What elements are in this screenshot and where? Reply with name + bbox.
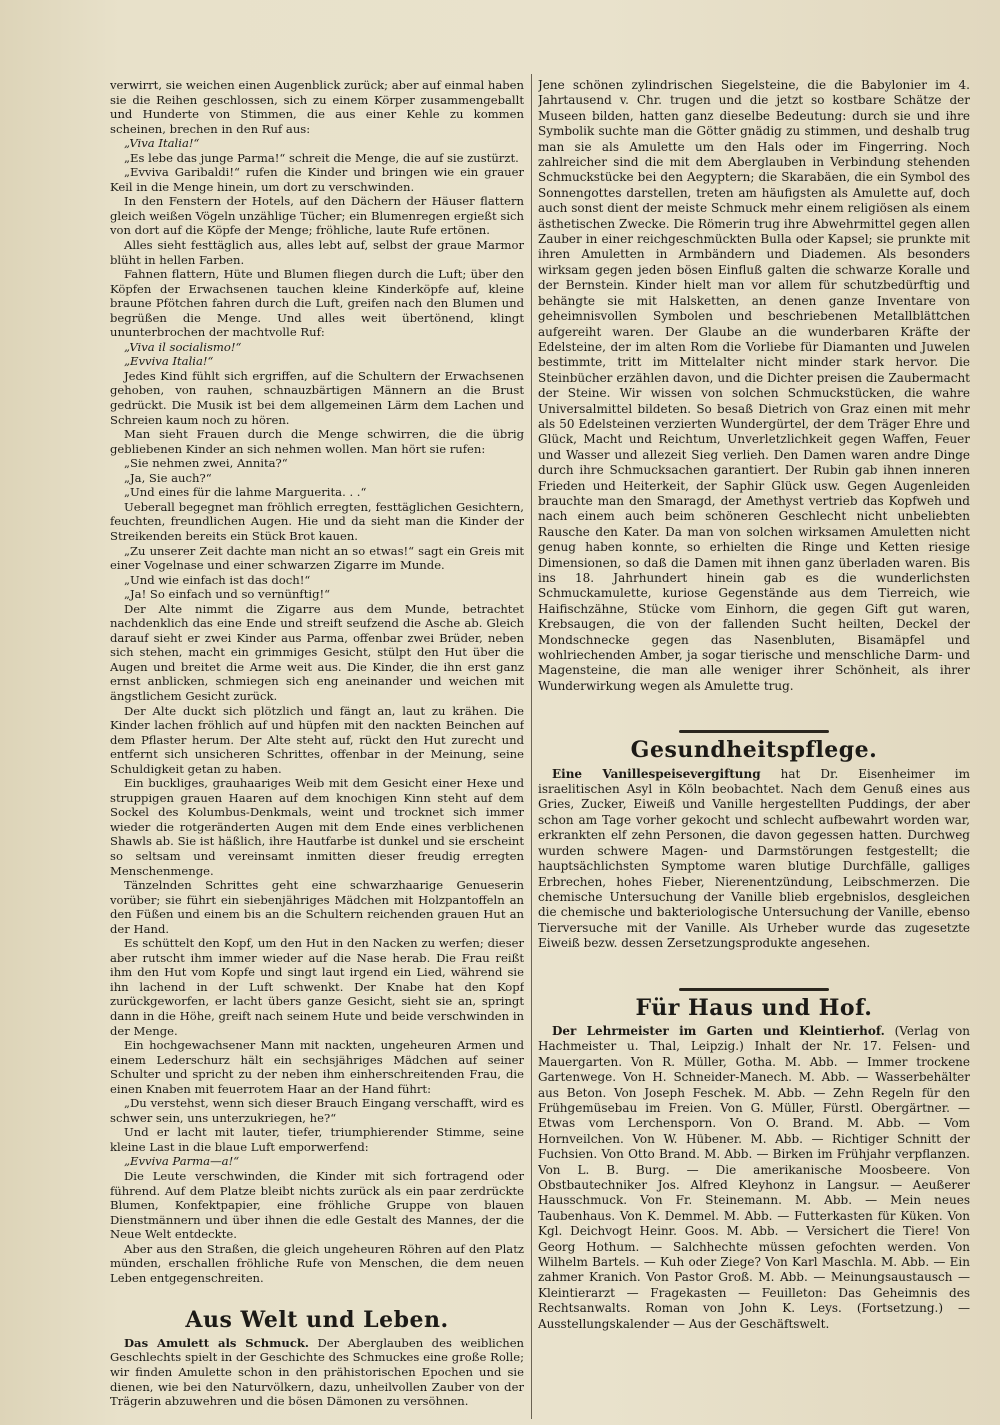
right-column xyxy=(538,78,970,1415)
paragraph: Und er lacht mit lauter, tiefer, triumphierender Stimme, seine kleine Last in die blaue Luft emporwerfend: xyxy=(110,1125,524,1154)
paragraph: Der Alte duckt sich plötzlich und fängt an, laut zu krähen. Die Kinder lachen fröhlich auf und hüpfen mit den nackten Beinchen auf dem Pflaster herum. Der Alte steht auf, rückt den Hut zurecht und entfernt sich unsicheren Schrittes, offenbar in der Meinung, seine Schuldigkeit getan zu haben. xyxy=(110,703,524,776)
paragraph: Ein buckliges, grauhaariges Weib mit dem Gesicht einer Hexe und struppigen grauen Haaren auf dem knochigen Kinn steht auf dem Sockel des Kolumbus-Denkmals, weint und trocknet sich immer wieder die rotgeränderten Augen mit dem Ende eines verblichenen Shawls ab. Sie ist häßlich, ihre Hautfarbe ist dunkel und sie erscheint so seltsam und vereinsamt inmitten dieser freudig erregten Menschenmenge. xyxy=(110,776,524,878)
paragraph: In den Fenstern der Hotels, auf den Dächern der Häuser flattern gleich weißen Vögeln unzählige Tücher; ein Blumenregen ergießt sich von dort auf die Köpfe der Menge; fröhliche, laute Rufe ertönen. xyxy=(110,194,524,238)
amulet-lead: Das Amulett als Schmuck. xyxy=(124,1335,309,1350)
paragraph: Alles sieht festtäglich aus, alles lebt auf, selbst der graue Marmor blüht in hellen Farben. xyxy=(110,238,524,267)
paragraph: Man sieht Frauen durch die Menge schwirren, die die übrig gebliebenen Kinder an sich nehmen wollen. Man hört sie rufen: xyxy=(110,427,524,456)
house-text: (Verlag von Hachmeister u. Thal, Leipzig.) Inhalt der Nr. 17. Felsen- und Mauergarten. Von R. Müller, Gotha. M. Abb. — Immer trockene Gartenwege. Von H. Schneider-Manech. M. Abb. — Wasserbehälter aus Beton. Von Joseph Feschek. M. Abb. — Zehn Regeln für den Frühgemüsebau im Freien. Von G. Müller, Fürstl. Obergärtner. — Etwas vom Lerchensporn. Von O. Brand. M. Abb. — Vom Hornveilchen. Von W. Hübener. M. Abb. — Richtiger Schnitt der Fuchsien. Von Otto Brand. M. Abb. — Birken im Frühjahr verpflanzen. Von L. B. Burg. — Die amerikanische Moosbeere. Von Obstbautechniker Jos. Alfred Kleyhonz in Langsur. — Aeußerer Hausschmuck. Von Fr. Steinemann. M. Abb. — Mein neues Taubenhaus. Von K. Demmel. M. Abb. — Futterkasten für Küken. Von Kgl. Deichvogt Heinr. Goos. M. Abb. — Versichert die Tiere! Von Georg Hothum. — Salchhechte müssen gefochten werden. Von Wilhelm Bartels. — Kuh oder Ziege? Von Karl Maschla. M. Abb. — Ein zahmer Kranich. Von Pastor Groß. M. Abb. — Meinungsaustausch — Kleintierarzt — Fragekasten — Feuilleton: Das Geheimnis des Rechtsanwalts. Roman von John K. Leys. (Fortsetzung.) — Ausstellungskalender — Aus der Geschäftswelt. xyxy=(538,1023,970,1331)
paragraph: „Ja! So einfach und so vernünftig!“ xyxy=(124,587,331,602)
paragraph: Ueberall begegnet man fröhlich erregten, festtäglichen Gesichtern, feuchten, freundlichen Augen. Hie und da sieht man die Kinder der Streikenden bereits ein Stück Brot kauen. xyxy=(110,499,524,543)
section-heading-haus-und-hof: Für Haus und Hof. xyxy=(635,994,873,1021)
paragraph: Der Alte nimmt die Zigarre aus dem Munde, betrachtet nachdenklich das eine Ende und streift seufzend die Asche ab. Gleich darauf sieht er zwei Kinder aus Parma, offenbar zwei Brüder, neben sich stehen, macht ein grimmiges Gesicht, stülpt den Hut über die Augen und breitet die Arme weit aus. Die Kinder, die ihn erst ganz ernst anblicken, schmiegen sich eng aneinander und weichen mit ängstlichem Gesicht zurück. xyxy=(110,601,524,703)
paragraph: „Evviva Garibaldi!“ rufen die Kinder und bringen wie ein grauer Keil in die Menge hinein, um dort zu verschwinden. xyxy=(110,165,524,194)
paragraph: „Sie nehmen zwei, Annita?“ xyxy=(124,456,288,471)
house-paragraph xyxy=(538,1024,970,1332)
paragraph: „Evviva Parma—a!“ xyxy=(124,1154,240,1169)
paragraph: Tänzelnden Schrittes geht eine schwarzhaarige Genueserin vorüber; sie führt ein siebenjähriges Mädchen mit Holzpantoffeln an den Füßen und einem bis an die Schultern reichenden grauen Hut an der Hand. xyxy=(110,878,524,936)
house-lead: Der Lehrmeister im Garten und Kleintierhof. xyxy=(552,1023,885,1038)
paragraph: Jedes Kind fühlt sich ergriffen, auf die Schultern der Erwachsenen gehoben, von rauhen, schnauzbärtigen Männern an die Brust gedrückt. Die Musik ist bei dem allgemeinen Lärm dem Lachen und Schreien kaum noch zu hören. xyxy=(110,368,524,427)
section-heading-aus-welt: Aus Welt und Leben. xyxy=(185,1307,449,1334)
paragraph: „Evviva Italia!“ xyxy=(124,354,214,369)
health-text: hat Dr. Eisenheimer im israelitischen Asyl in Köln beobachtet. Nach dem Genuß eines aus Gries, Zucker, Eiweiß und Vanille hergestellten Puddings, der aber schon am Tage vorher gekocht und schlecht aufbewahrt worden war, erkrankten elf zehn Personen, die davon gegessen hatten. Durchweg wurden schwere Magen- und Darmstörungen festgestellt; die hauptsächlichsten Symptome waren blutige Durchfälle, galliges Erbrechen, hohes Fieber, Nierenentzündung, Leibschmerzen. Die chemische Untersuchung der Vanille blieb ergebnislos, desgleichen die chemische und bakteriologische Untersuchung der Vanille, ebenso Tierversuche mit der Vanille. Als Urheber wurde das zugesetzte Eiweiß bezw. dessen Zersetzungsprodukte angesehen. xyxy=(538,766,970,951)
paragraph: Fahnen flattern, Hüte und Blumen fliegen durch die Luft; über den Köpfen der Erwachsenen tauchen kleine Kinderköpfe auf, kleine braune Pfötchen fahren durch die Luft, greifen nach den Blumen und begrüßen die Menge. Und alles weit übertönend, klingt ununterbrochen der machtvolle Ruf: xyxy=(110,267,524,340)
left-column xyxy=(110,78,524,1415)
amulet-continuation: Jene schönen zylindrischen Siegelsteine, die die Babylonier im 4. Jahrtausend v. Chr. trugen und die jetzt so kostbare Schätze der Museen bilden, hatten ganz dieselbe Bedeutung: durch sie und ihre Symbolik suchte man die Götter gnädig zu stimmen, und deshalb trug man sie als Amulette um den Hals oder im Fingerring. Noch zahlreicher sind die mit dem Aberglauben in Verbindung stehenden Schmuckstücke bei den Aegyptern; die Skarabäen, die ein Symbol des Sonnengottes darstellen, treten am häufigsten als Amulette auf, doch auch sonst dient der meiste Schmuck mehr einem religiösen als einem ästhetischen Zwecke. Die Römerin trug ihre Abwehrmittel gegen allen Zauber in einer reichgeschmückten Bulla oder Kapsel; sie prunkte mit ihren Amuletten in Armbändern und Diademen. Als besonders wirksam gegen jeden bösen Einfluß galten die schwarze Koralle und der Bernstein. Kinder hielt man vor allem für schutzbedürftig und behängte sie mit Halsketten, an denen ganze Inventare von geheimnisvollen Symbolen und beschriebenen Metallblättchen aufgereiht waren. Der Glaube an die wunderbaren Kräfte der Edelsteine, der im alten Rom die Vorliebe für Diamanten und Juwelen bestimmte, tritt im Mittelalter nicht minder stark hervor. Die Steinbücher erzählen davon, und die Dichter preisen die Zaubermacht der Steine. Wir wissen von solchen Schmuckstücken, die wahre Universalmittel bildeten. So besaß Dietrich von Graz einen mit mehr als 50 Edelsteinen verzierten Wundergürtel, der dem Träger Ehre und Glück, Macht und Reichtum, Unverletzlichkeit gegen Waffen, Feuer und Wasser und allezeit Sieg verlieh. Den Damen waren andre Dinge durch ihre Schmucksachen garantiert. Der Rubin gab ihnen inneren Frieden und Heiterkeit, der Saphir Glück usw. Gegen Augenleiden brauchte man den Smaragd, der Amethyst vertrieb das Kopfweh und nach einem auch beim schöneren Geschlecht nicht unbeliebten Rausche den Kater. Da man von solchen wirksamen Amuletten nicht genug haben konnte, so erhielten die Ringe und Ketten riesige Dimensionen, so daß die Damen mit ihnen ganz überladen waren. Bis ins 18. Jahrhundert hinein gab es die wunderlichsten Schmuckamulette, kuriose Gegenstände aus dem Tierreich, wie Haifischzähne, Stücke vom Einhorn, die gegen Gift gut waren, Krebsaugen, die von der fallenden Sucht heilten, Deckel der Mondschnecke gegen das Nasenbluten, Bisamäpfel und wohlriechenden Amber, ja sogar tierische und menschliche Darm- und Magensteine, die man alle weniger ihrer Schönheit, als ihrer Wunderwirkung wegen als Amulette trug. xyxy=(538,78,970,693)
paragraph: „Ja, Sie auch?“ xyxy=(124,470,212,485)
paragraph: Aber aus den Straßen, die gleich ungeheuren Röhren auf den Platz münden, erschallen fröhliche Rufe von Menschen, die dem neuen Leben entgegenschreiten. xyxy=(110,1241,524,1285)
paragraph: „Zu unserer Zeit dachte man nicht an so etwas!“ sagt ein Greis mit einer Vogelnase und einer schwarzen Zigarre im Munde. xyxy=(110,543,524,573)
paragraph: Die Leute verschwinden, die Kinder mit sich fortragend oder führend. Auf dem Platze bleibt nichts zurück als ein paar zerdrückte Blumen, Konfektpapier, eine fröhliche Gruppe von blauen Dienstmännern und über ihnen die edle Gestalt des Mannes, der die Neue Welt entdeckte. xyxy=(110,1169,524,1242)
paragraph: verwirrt, sie weichen einen Augenblick zurück; aber auf einmal haben sie die Reihen geschlossen, sich zu einem Körper zusammengeballt und Hunderte von Stimmen, die aus einer Kehle zu kommen scheinen, brechen in den Ruf aus: xyxy=(110,78,524,136)
health-lead: Eine Vanillespeisevergiftung xyxy=(552,766,761,781)
paragraph: „Es lebe das junge Parma!“ schreit die Menge, die auf sie zustürzt. xyxy=(124,150,519,165)
section-heading-gesundheitspflege: Gesundheitspflege. xyxy=(630,737,878,764)
paragraph: „Und eines für die lahme Marguerita. . .“ xyxy=(124,485,367,500)
amulet-intro-text: Der Aberglauben des weiblichen Geschlechts spielt in der Geschichte des Schmuckes eine große Rolle; wir finden Amulette schon in den prähistorischen Epochen und sie dienen, wie bei den Naturvölkern, dazu, unheilvollen Zauber von der Trägerin abzuwehren und die bösen Dämonen zu versöhnen. xyxy=(110,1335,524,1409)
paragraph: „Du verstehst, wenn sich dieser Brauch Eingang verschafft, wird es schwer sein, uns unterzukriegen, he?“ xyxy=(110,1096,524,1125)
paragraph: „Viva Italia!“ xyxy=(124,136,200,151)
section-divider-ornament xyxy=(679,988,829,991)
health-paragraph xyxy=(538,767,970,952)
paragraph: „Und wie einfach ist das doch!“ xyxy=(124,572,311,587)
column-divider xyxy=(531,74,532,1419)
paragraph: „Viva il socialismo!“ xyxy=(124,339,242,354)
paragraph: Es schüttelt den Kopf, um den Hut in den Nacken zu werfen; dieser aber rutscht ihm immer wieder auf die Nase herab. Die Frau reißt ihm den Hut vom Kopfe und singt laut irgend ein Lied, während sie ihn lachend in der Luft schwenkt. Der Knabe hat den Kopf zurückgeworfen, er lacht übers ganze Gesicht, sieht sie an, springt dann in die Höhe, greift nach seinem Hute und beide verschwinden in der Menge. xyxy=(110,936,524,1038)
paragraph: Ein hochgewachsener Mann mit nackten, ungeheuren Armen und einem Lederschurz hält ein sechsjähriges Mädchen auf seiner Schulter und spricht zu der neben ihm einherschreitenden Frau, die einen Knaben mit feuerrotem Haar an der Hand führt: xyxy=(110,1038,524,1096)
amulet-intro-paragraph xyxy=(110,1336,524,1409)
section-divider-ornament xyxy=(679,730,829,733)
